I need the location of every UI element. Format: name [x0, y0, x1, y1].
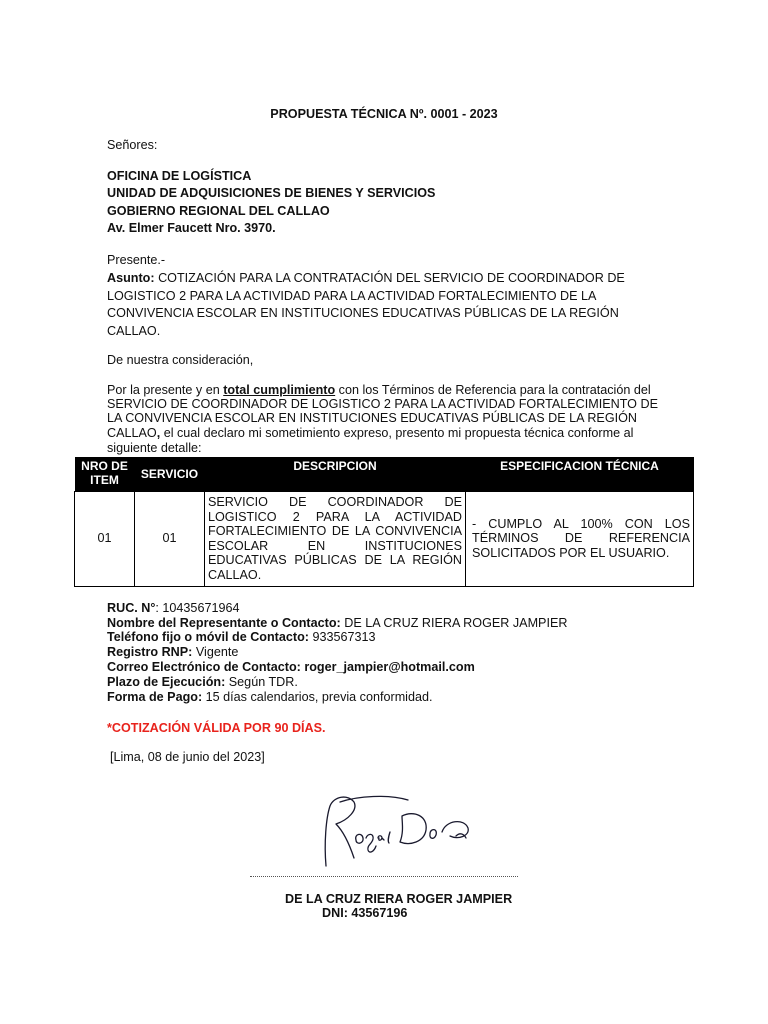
asunto-label: Asunto:	[107, 271, 155, 285]
intro-line-1	[107, 383, 651, 397]
asunto-line-3: CONVIVENCIA ESCOLAR EN INSTITUCIONES EDUCATIVAS PÚBLICAS DE LA REGIÓN	[107, 306, 619, 320]
ruc-line	[107, 601, 239, 615]
ruc-value: : 10435671964	[155, 601, 240, 615]
recipient-office: OFICINA DE LOGÍSTICA	[107, 169, 252, 183]
signature-line	[250, 876, 518, 877]
presente-text: Presente.-	[107, 253, 166, 267]
cell-especificacion: - CUMPLO AL 100% CON LOS TÉRMINOS DE REFERENCIA SOLICITADOS POR EL USUARIO.	[466, 492, 694, 587]
cell-servicio: 01	[135, 492, 205, 587]
intro-line-5: siguiente detalle:	[107, 441, 202, 455]
cell-item: 01	[75, 492, 135, 587]
plazo-label: Plazo de Ejecución:	[107, 675, 226, 689]
asunto-line-2: LOGISTICO 2 PARA LA ACTIVIDAD PARA LA ACTIVIDAD FORTALECIMIENTO DE LA	[107, 289, 597, 303]
ruc-label: RUC. N°	[107, 601, 156, 615]
pago-line	[107, 690, 433, 704]
asunto-line-1	[107, 271, 625, 285]
header-especificacion: ESPECIFICACION TÉCNICA	[466, 457, 694, 492]
plazo-line	[107, 675, 298, 689]
email-line: Correo Electrónico de Contacto: roger_jampier@hotmail.com	[107, 660, 475, 674]
header-descripcion: DESCRIPCION	[205, 457, 466, 492]
table-row	[75, 492, 694, 587]
intro-line-4	[107, 426, 633, 440]
recipient-government: GOBIERNO REGIONAL DEL CALLAO	[107, 204, 330, 218]
table-header-row	[75, 457, 694, 492]
phone-line	[107, 630, 376, 644]
signer-dni: DNI: 43567196	[322, 906, 408, 920]
place-date: [Lima, 08 de junio del 2023]	[110, 750, 265, 764]
intro-emphasis: total cumplimiento	[223, 383, 336, 397]
pago-label: Forma de Pago:	[107, 690, 203, 704]
validity-notice: *COTIZACIÓN VÁLIDA POR 90 DÍAS.	[107, 721, 326, 735]
header-item: NRO DE ITEM	[75, 457, 135, 492]
representative-line	[107, 616, 567, 630]
intro-line-3: LA CONVIVENCIA ESCOLAR EN INSTITUCIONES EDUCATIVAS PÚBLICAS DE LA REGIÓN	[107, 411, 637, 425]
recipient-unit: UNIDAD DE ADQUISICIONES DE BIENES Y SERVICIOS	[107, 186, 436, 200]
greeting: Señores:	[107, 138, 158, 152]
rnp-value: Vigente	[192, 645, 239, 659]
recipient-address: Av. Elmer Faucett Nro. 3970.	[107, 221, 276, 235]
intro-line-2: SERVICIO DE COORDINADOR DE LOGISTICO 2 PARA LA ACTIVIDAD FORTALECIMIENTO DE	[107, 397, 658, 411]
rnp-line	[107, 645, 238, 659]
consideracion-text: De nuestra consideración,	[107, 353, 254, 367]
intro-l4-pre: CALLAO	[107, 426, 157, 440]
document-title: PROPUESTA TÉCNICA Nº. 0001 - 2023	[270, 107, 498, 121]
signer-name: DE LA CRUZ RIERA ROGER JAMPIER	[285, 892, 513, 906]
intro-l4-comma: ,	[156, 426, 161, 440]
intro-l4-post: el cual declaro mi sometimiento expreso, presento mi propuesta técnica conforme al	[160, 426, 634, 440]
rnp-label: Registro RNP:	[107, 645, 193, 659]
header-servicio: SERVICIO	[135, 457, 205, 492]
pago-value: 15 días calendarios, previa conformidad.	[202, 690, 433, 704]
cell-descripcion: SERVICIO DE COORDINADOR DE LOGISTICO 2 PARA LA ACTIVIDAD FORTALECIMIENTO DE LA CONVIVENCIA ESCOLAR EN INSTITUCIONES EDUCATIVAS PÚBLICAS DE LA REGIÓN CALLAO.	[205, 492, 466, 587]
intro-pre: Por la presente y en	[107, 383, 224, 397]
representative-value: DE LA CRUZ RIERA ROGER JAMPIER	[340, 616, 568, 630]
asunto-line-4: CALLAO.	[107, 324, 161, 338]
asunto-text-1: COTIZACIÓN PARA LA CONTRATACIÓN DEL SERVICIO DE COORDINADOR DE	[154, 271, 625, 285]
plazo-value: Según TDR.	[225, 675, 298, 689]
intro-post: con los Términos de Referencia para la contratación del	[335, 383, 651, 397]
phone-value: 933567313	[308, 630, 376, 644]
items-table	[74, 457, 694, 587]
phone-label: Teléfono fijo o móvil de Contacto:	[107, 630, 309, 644]
representative-label: Nombre del Representante o Contacto:	[107, 616, 341, 630]
handwritten-signature	[318, 788, 478, 872]
